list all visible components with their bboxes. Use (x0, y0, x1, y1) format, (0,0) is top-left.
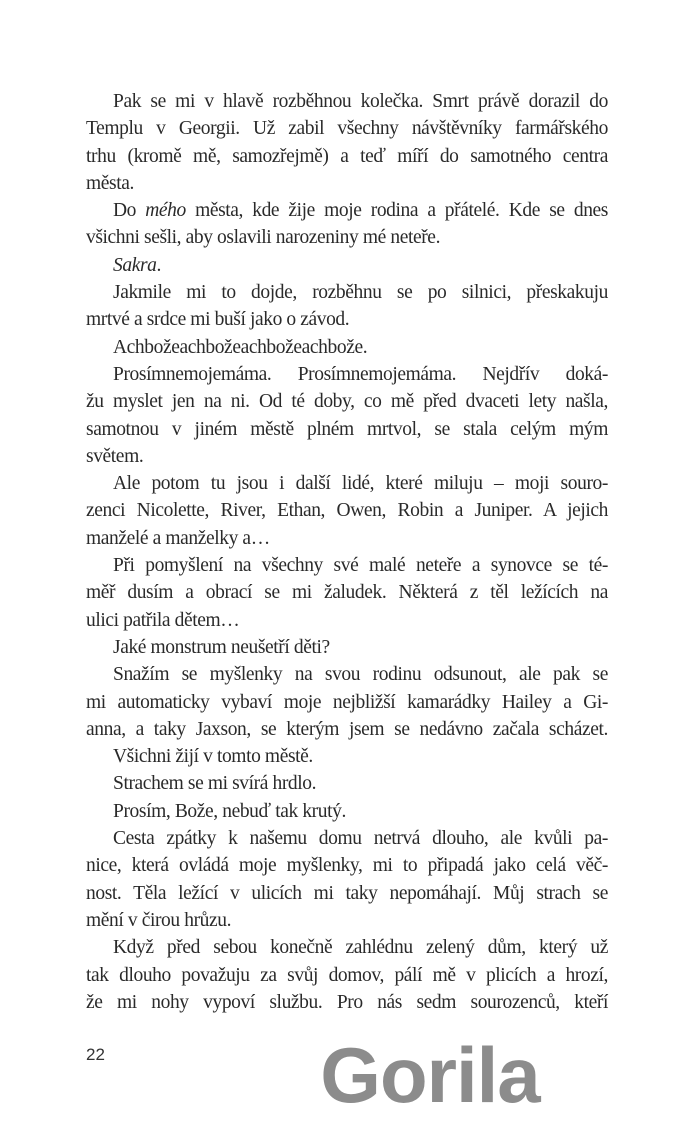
text-line (86, 798, 608, 825)
text-line (86, 962, 608, 989)
text-line (86, 416, 608, 443)
text-segment: že mi nohy vypoví službu. Pro nás sedm sourozenců, kteří (86, 991, 608, 1013)
text-segment: Strachem se mi svírá hrdlo. (113, 773, 317, 795)
text-line (86, 470, 608, 497)
text-segment: Prosím, Bože, nebuď tak krutý. (113, 800, 346, 822)
text-segment: světem. (86, 445, 144, 467)
text-segment: Cesta zpátky k našemu domu netrvá dlouho, ale kvůli pa- (113, 828, 608, 850)
text-line (86, 224, 608, 251)
text-segment: všichni sešli, aby oslavili narozeniny mé neteře. (86, 227, 441, 249)
text-segment: anna, a taky Jaxson, se kterým jsem se nedávno začala scházet. (86, 718, 608, 740)
text-segment: ulici patřila dětem… (86, 609, 240, 631)
text-segment: Do (113, 200, 146, 222)
text-line (86, 143, 608, 170)
italic-text: mého (145, 200, 186, 222)
text-segment: Jakmile mi to dojde, rozběhnu se po silnici, přeskakuju (113, 282, 608, 304)
text-line (86, 634, 608, 661)
text-line (86, 497, 608, 524)
text-segment: zenci Nicolette, River, Ethan, Owen, Robin a Juniper. A jejich (86, 500, 608, 522)
text-segment: měř dusím a obrací se mi žaludek. Některá z těl ležících na (86, 582, 608, 604)
text-line (86, 607, 608, 634)
body-text (86, 88, 608, 1016)
text-line (86, 716, 608, 743)
text-segment: Při pomyšlení na všechny své malé neteře a synovce se té- (113, 555, 608, 577)
text-line (86, 770, 608, 797)
italic-text: Sakra (113, 254, 157, 276)
text-segment: Ale potom tu jsou i další lidé, které miluju – moji souro- (113, 473, 608, 495)
text-line (86, 989, 608, 1016)
text-segment: Snažím se myšlenky na svou rodinu odsunout, ale pak se (113, 664, 608, 686)
text-line (86, 661, 608, 688)
text-line (86, 197, 608, 224)
text-segment: tak dlouho považuju za svůj domov, pálí mě v plicích a hrozí, (86, 964, 608, 986)
text-line (86, 743, 608, 770)
text-line (86, 852, 608, 879)
text-segment: města, kde žije moje rodina a přátelé. Kde se dnes (185, 200, 608, 222)
text-line (86, 443, 608, 470)
text-line (86, 279, 608, 306)
text-line (86, 306, 608, 333)
text-line (86, 252, 608, 279)
text-segment: mi automaticky vybaví moje nejbližší kamarádky Hailey a Gi- (86, 691, 608, 713)
text-segment: manželé a manželky a… (86, 527, 270, 549)
text-line (86, 552, 608, 579)
text-line (86, 880, 608, 907)
text-segment: mrtvé a srdce mi buší jako o závod. (86, 309, 350, 331)
text-segment: žu myslet jen na ni. Od té doby, co mě před dvaceti lety našla, (86, 391, 608, 413)
watermark-logo: Gorila (320, 1031, 540, 1119)
text-line (86, 825, 608, 852)
text-segment: Templu v Georgii. Už zabil všechny návštěvníky farmářského (86, 118, 608, 140)
text-line (86, 388, 608, 415)
text-segment: nost. Těla ležící v ulicích mi taky nepomáhají. Můj strach se (86, 882, 608, 904)
text-line (86, 579, 608, 606)
text-line (86, 334, 608, 361)
text-line (86, 689, 608, 716)
text-segment: trhu (kromě mě, samozřejmě) a teď míří do samotného centra (86, 145, 608, 167)
text-segment: mění v čirou hrůzu. (86, 909, 232, 931)
text-segment: Prosímnemojemáma. Prosímnemojemáma. Nejdřív doká- (113, 363, 608, 385)
page-number: 22 (86, 1045, 105, 1064)
text-segment: Achbožeachbožeachbožeachbože. (113, 336, 368, 358)
text-segment: Jaké monstrum neušetří děti? (113, 636, 330, 658)
text-segment: nice, která ovládá moje myšlenky, mi to připadá jako celá věč- (86, 855, 608, 877)
text-segment: . (156, 254, 161, 276)
text-line (86, 361, 608, 388)
text-line (86, 170, 608, 197)
text-segment: Když před sebou konečně zahlédnu zelený dům, který už (113, 937, 608, 959)
text-segment: samotnou v jiném městě plném mrtvol, se stala celým mým (86, 418, 608, 440)
text-line (86, 525, 608, 552)
text-segment: města. (86, 172, 134, 194)
text-segment: Všichni žijí v tomto městě. (113, 746, 313, 768)
text-line (86, 934, 608, 961)
text-line (86, 115, 608, 142)
text-segment: Pak se mi v hlavě rozběhnou kolečka. Smrt právě dorazil do (113, 91, 608, 112)
text-line (86, 907, 608, 934)
text-line (86, 88, 608, 115)
